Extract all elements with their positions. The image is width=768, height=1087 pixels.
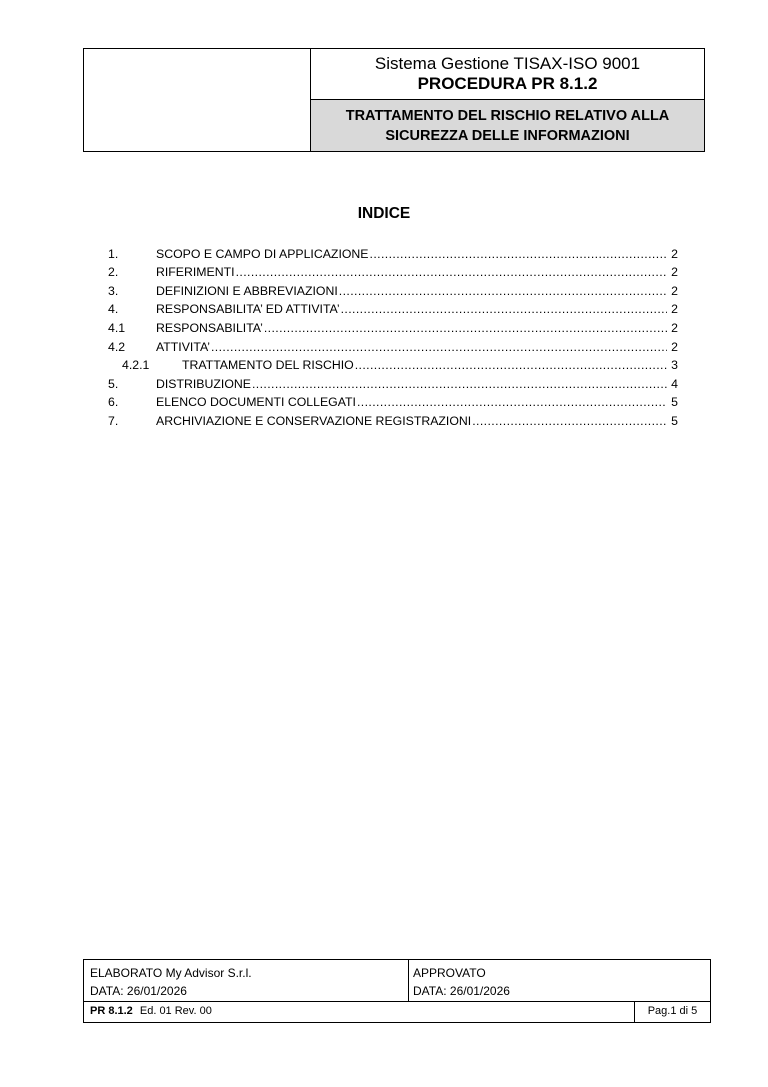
document-footer bbox=[83, 959, 711, 1023]
system-cell bbox=[311, 49, 704, 100]
toc-entry-page: 3 bbox=[671, 358, 678, 373]
toc-entry-page: 5 bbox=[671, 413, 678, 428]
toc-entry[interactable] bbox=[108, 336, 678, 355]
footer-code-row bbox=[84, 1002, 710, 1022]
toc-entry-label: ELENCO DOCUMENTI COLLEGATI bbox=[156, 395, 356, 410]
toc-entry-label: DISTRIBUZIONE bbox=[156, 376, 251, 391]
toc-leader-dots bbox=[357, 394, 667, 410]
page-number: Pag.1 di 5 bbox=[634, 1002, 710, 1022]
toc-leader-dots bbox=[211, 339, 667, 355]
toc-entry-page: 2 bbox=[671, 246, 678, 261]
toc-entry[interactable] bbox=[108, 392, 678, 411]
toc-entry-number: 5. bbox=[108, 376, 119, 391]
toc-entry-page: 4 bbox=[671, 376, 678, 391]
subject-line-2: SICUREZZA DELLE INFORMAZIONI bbox=[385, 127, 630, 144]
toc-entry-number: 1. bbox=[108, 246, 119, 261]
toc-entry-number: 3. bbox=[108, 283, 119, 298]
toc-entry-number: 4.2.1 bbox=[122, 358, 150, 373]
procedure-subject bbox=[346, 106, 670, 146]
subject-cell bbox=[311, 100, 704, 151]
toc-leader-dots bbox=[341, 301, 667, 317]
toc-entry[interactable] bbox=[108, 410, 678, 429]
toc-entry-label: DEFINIZIONI E ABBREVIAZIONI bbox=[156, 283, 338, 298]
toc-entry[interactable] bbox=[108, 299, 678, 318]
toc-entry[interactable] bbox=[108, 373, 678, 392]
toc-entry-label: SCOPO E CAMPO DI APPLICAZIONE bbox=[156, 246, 369, 261]
toc-entry-number: 4.1 bbox=[108, 320, 126, 335]
doc-edition: Ed. 01 Rev. 00 bbox=[139, 1005, 212, 1017]
toc-entry-number: 4.2 bbox=[108, 339, 126, 354]
toc-entry-number: 6. bbox=[108, 395, 119, 410]
doc-code: PR 8.1.2 bbox=[90, 1005, 133, 1017]
toc-entry-label: ARCHIVIAZIONE E CONSERVAZIONE REGISTRAZIONI bbox=[156, 413, 472, 428]
footer-approved-cell bbox=[409, 960, 710, 1001]
header-title-column bbox=[311, 49, 704, 151]
subject-line-1: TRATTAMENTO DEL RISCHIO RELATIVO ALLA bbox=[345, 107, 670, 124]
toc-entry[interactable] bbox=[108, 262, 678, 281]
footer-doc-info bbox=[84, 1002, 634, 1022]
toc-entry[interactable] bbox=[108, 317, 678, 336]
approved-label: APPROVATO bbox=[413, 966, 486, 980]
toc-leader-dots bbox=[339, 283, 667, 299]
toc-entry-label: RIFERIMENTI bbox=[156, 265, 235, 280]
toc-leader-dots bbox=[236, 264, 667, 280]
toc-entry[interactable] bbox=[108, 280, 678, 299]
toc-leader-dots bbox=[252, 376, 667, 392]
elaborated-date: DATA: 26/01/2026 bbox=[90, 984, 187, 998]
table-of-contents bbox=[108, 243, 678, 429]
elaborated-by: ELABORATO My Advisor S.r.l. bbox=[90, 966, 252, 980]
toc-entry-page: 2 bbox=[671, 339, 678, 354]
toc-entry-number: 7. bbox=[108, 413, 119, 428]
footer-elaborated-cell bbox=[84, 960, 409, 1001]
toc-leader-dots bbox=[355, 357, 667, 373]
toc-entry[interactable] bbox=[108, 355, 678, 374]
document-header bbox=[83, 48, 705, 152]
system-name: Sistema Gestione TISAX-ISO 9001 bbox=[374, 54, 641, 73]
procedure-code: PROCEDURA PR 8.1.2 bbox=[417, 74, 598, 93]
toc-entry-number: 4. bbox=[108, 302, 119, 317]
toc-leader-dots bbox=[264, 320, 667, 336]
footer-approval-row bbox=[84, 960, 710, 1002]
toc-leader-dots bbox=[370, 246, 667, 262]
toc-entry-page: 5 bbox=[671, 395, 678, 410]
toc-entry-label: ATTIVITA’ bbox=[156, 339, 210, 354]
toc-entry-label: TRATTAMENTO DEL RISCHIO bbox=[182, 358, 354, 373]
approved-date: DATA: 26/01/2026 bbox=[413, 984, 510, 998]
index-title: INDICE bbox=[357, 205, 411, 222]
toc-entry-label: RESPONSABILITA’ bbox=[156, 320, 263, 335]
toc-entry-page: 2 bbox=[671, 265, 678, 280]
toc-entry-page: 2 bbox=[671, 302, 678, 317]
toc-entry-label: RESPONSABILITA’ ED ATTIVITA’ bbox=[156, 302, 340, 317]
toc-entry[interactable] bbox=[108, 243, 678, 262]
toc-leader-dots bbox=[472, 413, 667, 429]
toc-entry-number: 2. bbox=[108, 265, 119, 280]
toc-entry-page: 2 bbox=[671, 283, 678, 298]
toc-entry-page: 2 bbox=[671, 320, 678, 335]
logo-cell bbox=[84, 49, 311, 151]
